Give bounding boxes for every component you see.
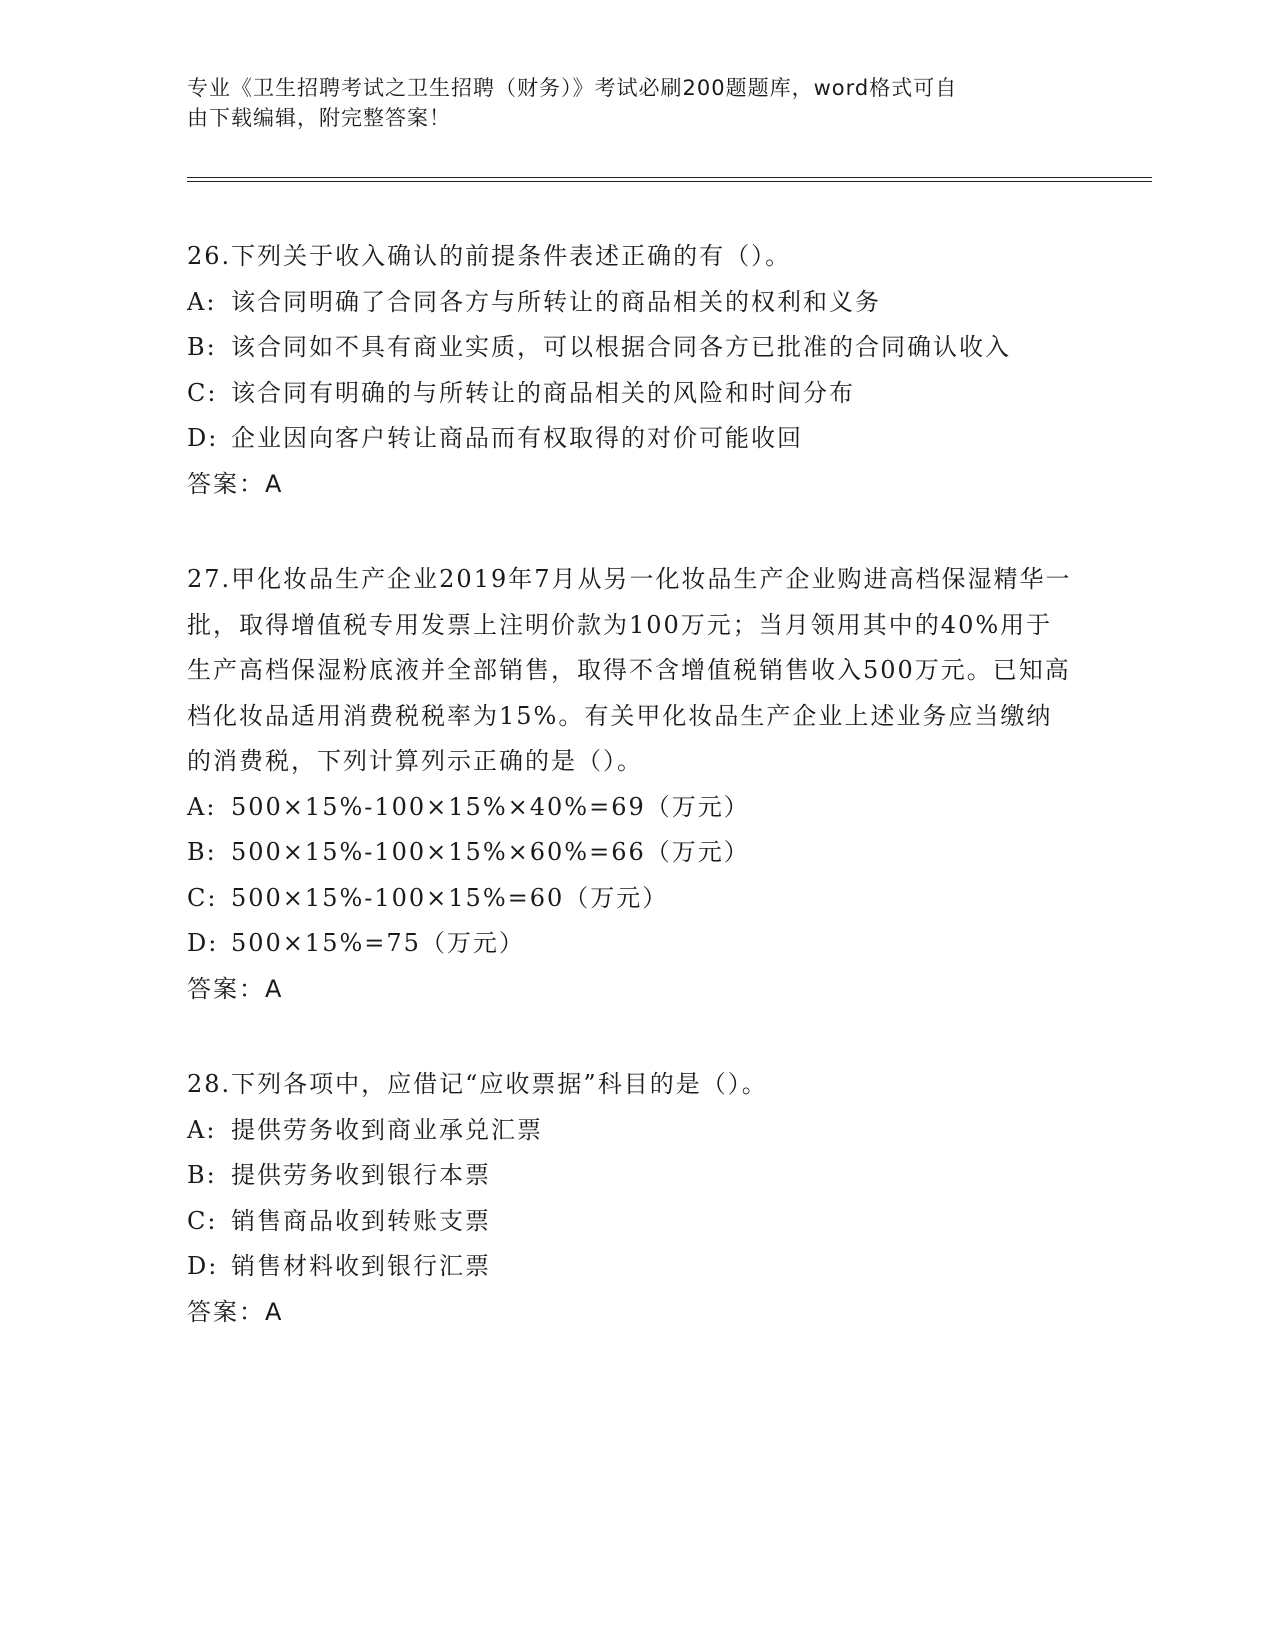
option-text: 500×15%=75（万元） [231, 929, 525, 957]
question-stem: 28.下列各项中，应借记“应收票据”科目的是（）。 [187, 1070, 768, 1098]
option-key: D: [187, 424, 219, 452]
document-header [187, 73, 1067, 133]
answer-line: 答案：A [187, 469, 284, 498]
option-d [187, 1244, 1077, 1290]
option-text: 企业因向客户转让商品而有权取得的对价可能收回 [231, 424, 803, 452]
option-b [187, 830, 1077, 876]
option-a [187, 1108, 1077, 1154]
option-key: B: [187, 333, 217, 361]
question-stem: 26.下列关于收入确认的前提条件表述正确的有（）。 [187, 242, 792, 270]
option-d [187, 416, 1077, 462]
option-b [187, 325, 1077, 371]
answer-line: 答案：A [187, 974, 284, 1003]
option-text: 500×15%-100×15%×60%=66（万元） [231, 838, 750, 866]
option-a [187, 280, 1077, 326]
question-27 [187, 557, 1077, 1012]
question-list [187, 234, 1077, 1385]
option-text: 提供劳务收到商业承兑汇票 [231, 1115, 543, 1144]
option-text: 提供劳务收到银行本票 [231, 1161, 491, 1189]
answer-line: 答案：A [187, 1297, 284, 1326]
option-key: C: [187, 378, 218, 407]
option-c [187, 371, 1077, 417]
option-key: D: [187, 929, 219, 957]
option-key: B: [187, 1161, 217, 1189]
option-text: 500×15%-100×15%=60（万元） [231, 883, 669, 912]
header-divider-bottom [187, 181, 1152, 182]
option-key: B: [187, 838, 217, 866]
question-stem: 27.甲化妆品生产企业2019年7月从另一化妆品生产企业购进高档保湿精华一批，取得增值税专用发票上注明价款为100万元；当月领用其中的40%用于生产高档保湿粉底液并全部销售，取得不含增值税销售收入500万元。已知高档化妆品适用消费税税率为15%。有关甲化妆品生产企业上述业务应当缴纳的消费税，下列计算列示正确的是（）。 [187, 565, 1072, 775]
option-key: A: [187, 1115, 217, 1144]
option-text: 该合同有明确的与所转让的商品相关的风险和时间分布 [231, 378, 855, 407]
option-key: A: [187, 792, 217, 821]
option-text: 该合同明确了合同各方与所转让的商品相关的权利和义务 [231, 287, 881, 316]
question-28 [187, 1062, 1077, 1335]
option-text: 销售商品收到转账支票 [231, 1206, 491, 1235]
option-key: D: [187, 1252, 219, 1280]
header-line-2: 由下载编辑，附完整答案！ [187, 106, 451, 130]
header-divider-top [187, 177, 1152, 178]
option-text: 销售材料收到银行汇票 [231, 1252, 491, 1280]
option-a [187, 785, 1077, 831]
option-c [187, 876, 1077, 922]
option-b [187, 1153, 1077, 1199]
option-c [187, 1199, 1077, 1245]
option-key: A: [187, 287, 217, 316]
option-key: C: [187, 883, 218, 912]
option-text: 该合同如不具有商业实质，可以根据合同各方已批准的合同确认收入 [231, 333, 1011, 361]
option-key: C: [187, 1206, 218, 1235]
option-text: 500×15%-100×15%×40%=69（万元） [231, 792, 750, 821]
option-d [187, 921, 1077, 967]
question-26 [187, 234, 1077, 507]
header-line-1: 专业《卫生招聘考试之卫生招聘（财务）》考试必刷200题题库，word格式可自 [187, 76, 958, 100]
